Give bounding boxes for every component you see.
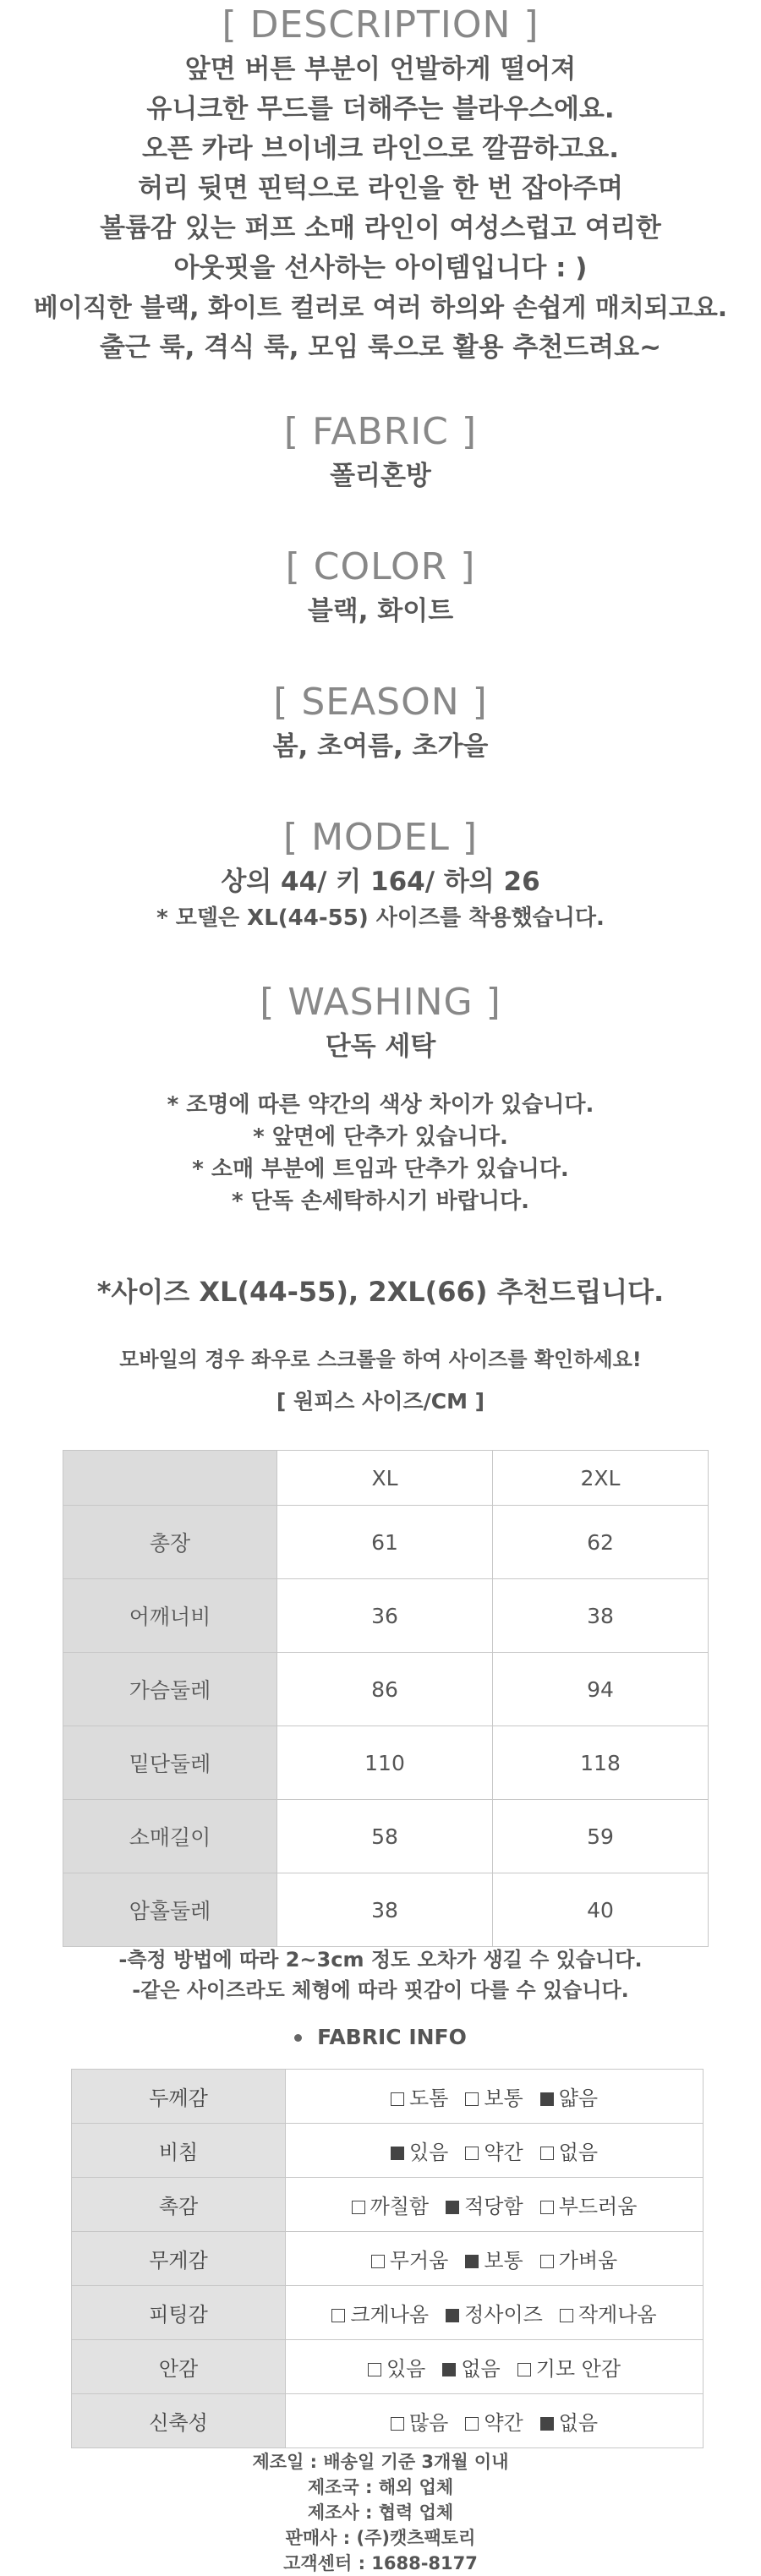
description-line: 출근 룩, 격식 룩, 모임 룩으로 활용 추천드려요~ [99, 331, 662, 363]
checked-box-icon [446, 2309, 459, 2322]
row-label: 어깨너비 [63, 1579, 277, 1653]
unchecked-box-icon [465, 2147, 479, 2160]
footer-line: 제조일 : 배송일 기준 3개월 이내 [252, 2452, 509, 2472]
unchecked-box-icon [465, 2417, 479, 2431]
checked-box-icon [442, 2363, 456, 2376]
model-section [0, 816, 761, 934]
fabric-info-options [286, 2070, 704, 2124]
size-table-header-cell: XL [277, 1451, 493, 1506]
season-section [0, 681, 761, 767]
fabric-info-row [72, 2286, 704, 2340]
table-cell: 58 [277, 1800, 493, 1873]
fabric-option [465, 2406, 523, 2436]
fabric-option [446, 2298, 543, 2327]
checked-box-icon [446, 2201, 459, 2214]
color-value: 블랙, 화이트 [307, 595, 454, 626]
table-cell: 38 [493, 1579, 709, 1653]
washing-value: 단독 세탁 [325, 1031, 436, 1062]
measure-notes [0, 1944, 761, 2005]
fabric-option-label: 크게나옴 [350, 2303, 430, 2327]
unchecked-box-icon [391, 2417, 404, 2431]
fabric-info-heading [0, 2022, 761, 2053]
description-line: 오픈 카라 브이네크 라인으로 깔끔하고요. [141, 133, 620, 164]
footer-line: 제조국 : 해외 업체 [307, 2477, 454, 2497]
description-line: 허리 뒷면 핀턱으로 라인을 한 번 잡아주며 [138, 172, 623, 204]
fabric-option-label: 약간 [484, 2411, 523, 2435]
fabric-option-label: 약간 [484, 2141, 523, 2164]
fabric-section [0, 410, 761, 496]
fabric-info-label: 무게감 [72, 2232, 286, 2286]
fabric-option-label: 도톰 [408, 2087, 449, 2110]
unchecked-box-icon [391, 2092, 404, 2106]
row-label: 총장 [63, 1506, 277, 1579]
fabric-option [560, 2298, 657, 2327]
row-label: 밑단둘레 [63, 1726, 277, 1800]
measure-note: -측정 방법에 따라 2~3cm 정도 오차가 생길 수 있습니다. [118, 1948, 643, 1972]
fabric-option [331, 2298, 429, 2327]
fabric-option-label: 정사이즈 [464, 2303, 543, 2327]
size-recommend: *사이즈 XL(44-55), 2XL(66) 추천드립니다. [96, 1276, 665, 1308]
season-title: [ SEASON ] [273, 681, 488, 724]
fabric-info-label: 피팅감 [72, 2286, 286, 2340]
table-row [63, 1653, 709, 1726]
table-cell: 118 [493, 1726, 709, 1800]
description-line: 베이직한 블랙, 화이트 컬러로 여러 하의와 손쉽게 매치되고요. [33, 293, 728, 323]
fabric-option-label: 있음 [386, 2357, 426, 2381]
fabric-info-label: 안감 [72, 2340, 286, 2394]
fabric-info-label: 신축성 [72, 2394, 286, 2448]
size-table-caption: [ 원피스 사이즈/CM ] [276, 1389, 485, 1414]
size-caption-block [0, 1386, 761, 1417]
fabric-value: 폴리혼방 [330, 460, 431, 491]
fabric-info-options [286, 2178, 704, 2232]
size-table [63, 1450, 709, 1947]
mobile-note: 모바일의 경우 좌우로 스크롤을 하여 사이즈를 확인하세요! [119, 1348, 642, 1371]
table-cell: 61 [277, 1506, 493, 1579]
table-cell: 94 [493, 1653, 709, 1726]
footer-line: 판매사 : (주)캣츠팩토리 [285, 2528, 476, 2548]
description-title: [ DESCRIPTION ] [222, 3, 539, 46]
fabric-info-row [72, 2070, 704, 2124]
fabric-option [465, 2136, 523, 2165]
footer-line: 고객센터 : 1688-8177 [283, 2553, 478, 2573]
fabric-option [391, 2136, 448, 2165]
unchecked-box-icon [540, 2201, 554, 2214]
fabric-info-options [286, 2124, 704, 2178]
washing-note: * 소매 부분에 트임과 단추가 있습니다. [192, 1156, 569, 1182]
season-value: 봄, 초여름, 초가을 [272, 730, 489, 762]
table-cell: 59 [493, 1800, 709, 1873]
fabric-option-label: 많음 [408, 2411, 449, 2435]
table-row [63, 1800, 709, 1873]
size-table-header [63, 1451, 709, 1506]
fabric-info-label: 촉감 [72, 2178, 286, 2232]
fabric-option [446, 2190, 523, 2219]
description-line: 앞면 버튼 부분이 언발하게 떨어져 [184, 53, 577, 85]
fabric-info-options [286, 2340, 704, 2394]
unchecked-box-icon [352, 2201, 365, 2214]
fabric-info-title: FABRIC INFO [317, 2025, 467, 2049]
fabric-option [352, 2190, 430, 2219]
unchecked-box-icon [371, 2255, 385, 2268]
description-section [0, 3, 761, 368]
table-row [63, 1506, 709, 1579]
fabric-info-options [286, 2394, 704, 2448]
fabric-option-label: 없음 [558, 2141, 599, 2164]
fabric-option [540, 2081, 598, 2111]
bullet-icon [294, 2034, 302, 2042]
fabric-option [540, 2190, 638, 2219]
washing-title: [ WASHING ] [260, 981, 501, 1024]
table-cell: 38 [277, 1873, 493, 1947]
row-label: 가슴둘레 [63, 1653, 277, 1726]
unchecked-box-icon [465, 2092, 479, 2106]
table-cell: 36 [277, 1579, 493, 1653]
fabric-option-label: 얇음 [558, 2087, 599, 2110]
row-label: 암홀둘레 [63, 1873, 277, 1947]
size-table-header-cell: 2XL [493, 1451, 709, 1506]
fabric-option [540, 2244, 618, 2273]
fabric-info-label: 비침 [72, 2124, 286, 2178]
fabric-info-options [286, 2232, 704, 2286]
color-section [0, 545, 761, 632]
fabric-info-row [72, 2178, 704, 2232]
fabric-option [371, 2244, 449, 2273]
fabric-option-label: 기모 안감 [535, 2357, 621, 2381]
description-line: 볼륨감 있는 퍼프 소매 라인이 여성스럽고 여리한 [100, 212, 661, 243]
washing-note: * 단독 손세탁하시기 바랍니다. [231, 1188, 530, 1214]
description-line: 아웃핏을 선사하는 아이템입니다 : ) [173, 252, 588, 283]
row-label: 소매길이 [63, 1800, 277, 1873]
fabric-info-options [286, 2286, 704, 2340]
fabric-info-row [72, 2124, 704, 2178]
fabric-option [465, 2244, 523, 2273]
table-row [63, 1579, 709, 1653]
table-cell: 110 [277, 1726, 493, 1800]
unchecked-box-icon [540, 2147, 554, 2160]
fabric-option-label: 작게나옴 [578, 2303, 657, 2327]
fabric-option [465, 2081, 523, 2111]
washing-note: * 앞면에 단추가 있습니다. [253, 1124, 508, 1150]
washing-section [0, 981, 761, 1217]
fabric-option-label: 없음 [461, 2357, 501, 2381]
description-line: 유니크한 무드를 더해주는 블라우스에요. [146, 93, 615, 124]
fabric-info-row [72, 2232, 704, 2286]
washing-note: * 조명에 따른 약간의 색상 차이가 있습니다. [167, 1091, 594, 1118]
model-note: * 모델은 XL(44-55) 사이즈를 착용했습니다. [156, 905, 605, 931]
fabric-option [442, 2352, 500, 2382]
fabric-option-label: 있음 [408, 2141, 449, 2164]
fabric-title: [ FABRIC ] [283, 410, 478, 453]
fabric-option [368, 2352, 425, 2382]
model-title: [ MODEL ] [282, 816, 479, 859]
fabric-option-label: 보통 [484, 2087, 523, 2110]
fabric-option [540, 2406, 598, 2436]
checked-box-icon [465, 2255, 479, 2268]
size-table-header-cell [63, 1451, 277, 1506]
fabric-info-table [71, 2069, 704, 2448]
model-value: 상의 44/ 키 164/ 하의 26 [221, 866, 540, 897]
fabric-option [540, 2136, 598, 2165]
measure-note: -같은 사이즈라도 체형에 따라 핏감이 다를 수 있습니다. [132, 1978, 629, 2002]
size-recommend-block [0, 1272, 761, 1312]
fabric-option-label: 까칠함 [370, 2195, 430, 2218]
mobile-note-block [0, 1344, 761, 1375]
fabric-option [517, 2352, 621, 2382]
fabric-option-label: 적당함 [464, 2195, 523, 2218]
table-cell: 86 [277, 1653, 493, 1726]
unchecked-box-icon [331, 2309, 345, 2322]
fabric-option [391, 2081, 448, 2111]
fabric-option [391, 2406, 448, 2436]
footer-line: 제조사 : 협력 업체 [307, 2502, 454, 2523]
unchecked-box-icon [540, 2255, 554, 2268]
unchecked-box-icon [560, 2309, 573, 2322]
table-cell: 62 [493, 1506, 709, 1579]
unchecked-box-icon [517, 2363, 531, 2376]
table-row [63, 1726, 709, 1800]
color-title: [ COLOR ] [285, 545, 476, 588]
unchecked-box-icon [368, 2363, 381, 2376]
fabric-option-label: 부드러움 [558, 2195, 638, 2218]
fabric-option-label: 가벼움 [558, 2249, 618, 2272]
table-row [63, 1873, 709, 1947]
fabric-option-label: 없음 [558, 2411, 599, 2435]
checked-box-icon [391, 2147, 404, 2160]
fabric-option-label: 보통 [484, 2249, 523, 2272]
checked-box-icon [540, 2417, 554, 2431]
footer-info [0, 2449, 761, 2576]
fabric-info-row [72, 2394, 704, 2448]
fabric-option-label: 무거움 [389, 2249, 449, 2272]
checked-box-icon [540, 2092, 554, 2106]
table-cell: 40 [493, 1873, 709, 1947]
fabric-info-row [72, 2340, 704, 2394]
fabric-info-label: 두께감 [72, 2070, 286, 2124]
